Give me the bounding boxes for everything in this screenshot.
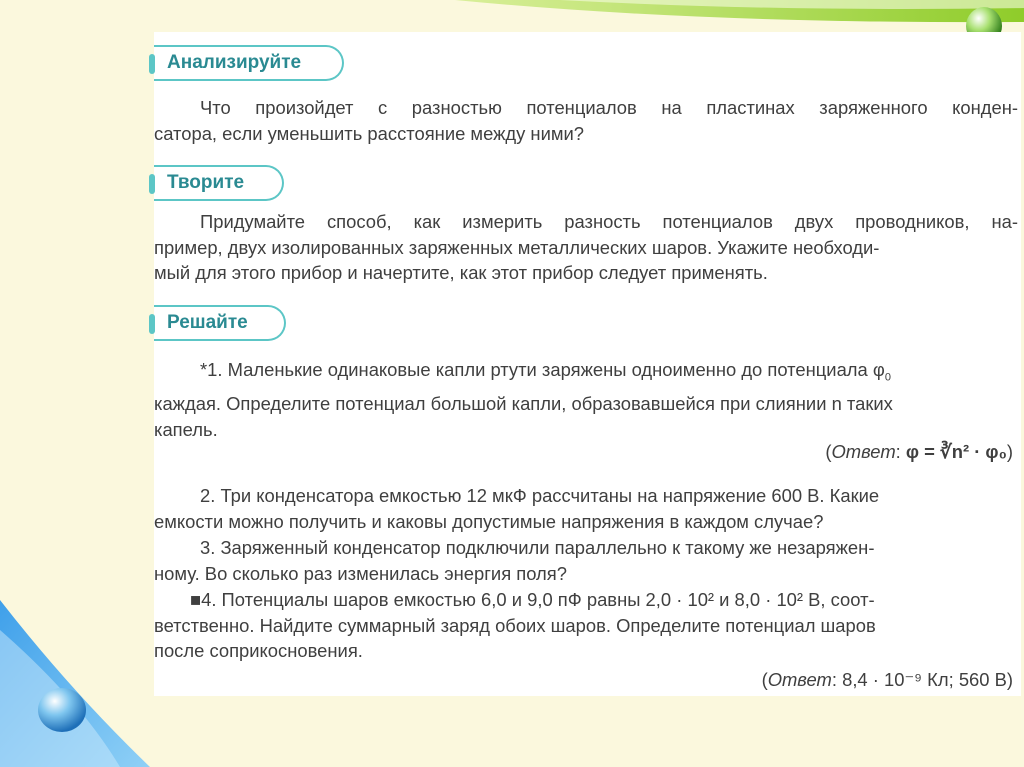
problem-1: *1. Маленькие одинаковые капли ртути заряжены одноименно до потенциала $\varphi_0$ каждая. Определите потенциал большой капли, образовавшейся при слиянии n таких капель. [154,359,893,440]
problem-4-answer: (Ответ: 8,4 · 10⁻⁹ Кл; 560 В) [761,669,1013,690]
textbook-page [154,32,1021,696]
problem-2: 2. Три конденсатора емкостью 12 мкФ рассчитаны на напряжение 600 В. Какие емкости можно получить и каковы допустимые напряжения в каждом случае? [154,485,880,532]
analyze-text: Что произойдет с разностью потенциалов на пластинах заряженного конден- сатора, если уменьшить расстояние между ними? [154,97,1018,144]
problem-4: ■4. Потенциалы шаров емкостью 6,0 и 9,0 пФ равны 2,0 · 10² и 8,0 · 10² В, соот- ветственно. Найдите суммарный заряд обоих шаров. Определите потенциал шаров после соприкосновения. [154,589,876,661]
problem-3: 3. Заряженный конденсатор подключили параллельно к такому же незаряжен- ному. Во сколько раз изменилась энергия поля? [154,537,875,584]
heading-solve [154,305,286,341]
heading-analyze [154,45,344,81]
blue-drop-icon [38,688,86,732]
heading-solve-text: Решайте [167,312,248,333]
create-text: Придумайте способ, как измерить разность потенциалов двух проводников, на- пример, двух изолированных заряженных металлических шаров. Укажите необходи- мый для этого прибор и начертите, как этот прибор следует применять. [154,211,1018,283]
problem-1-answer: (Ответ: φ = ∛n² · φ₀) [825,441,1013,462]
heading-analyze-text: Анализируйте [167,52,302,73]
heading-create [154,165,284,201]
heading-create-text: Творите [167,172,245,193]
